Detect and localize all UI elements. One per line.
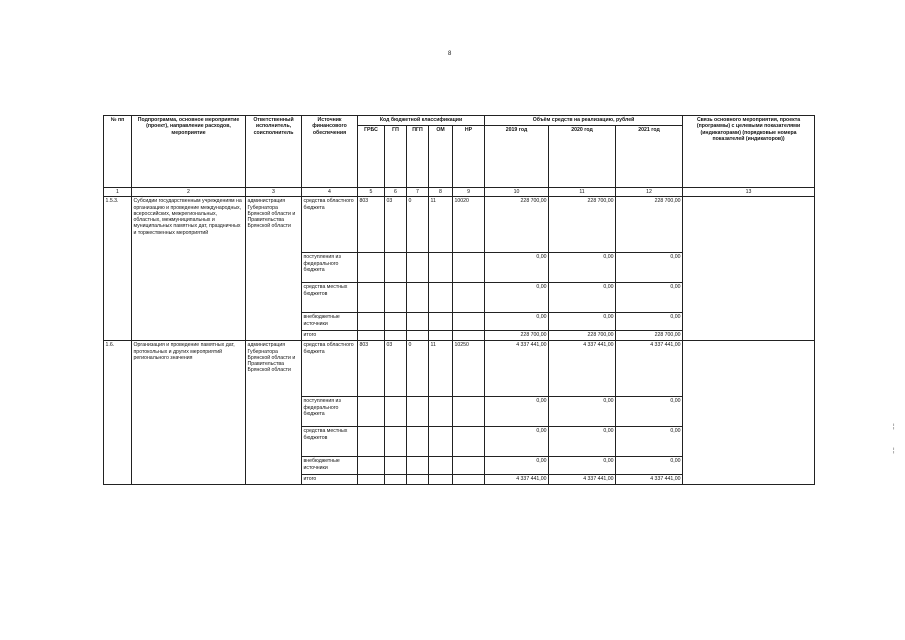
code-pgp	[407, 475, 429, 485]
code-nr: 10020	[453, 197, 485, 253]
code-gp	[385, 283, 407, 313]
col-number: 3	[246, 188, 302, 197]
amount-2021: 0,00	[616, 397, 683, 427]
col-number: 6	[385, 188, 407, 197]
amount-2020: 0,00	[549, 253, 616, 283]
header-year-2020: 2020 год	[549, 126, 616, 188]
code-nr	[453, 475, 485, 485]
code-pgp	[407, 427, 429, 457]
amount-2021: 0,00	[616, 253, 683, 283]
col-number: 1	[104, 188, 132, 197]
code-gp	[385, 475, 407, 485]
header-code-om: ОМ	[429, 126, 453, 188]
amount-2021: 4 337 441,00	[616, 341, 683, 397]
code-nr	[453, 457, 485, 475]
amount-2019: 0,00	[485, 397, 549, 427]
code-nr	[453, 397, 485, 427]
amount-2021: 0,00	[616, 283, 683, 313]
amount-2020: 228 700,00	[549, 331, 616, 341]
code-gp	[385, 331, 407, 341]
col-number: 5	[358, 188, 385, 197]
code-nr	[453, 253, 485, 283]
code-nr	[453, 331, 485, 341]
code-grbs	[358, 475, 385, 485]
table-row	[104, 341, 815, 397]
amount-2020: 0,00	[549, 283, 616, 313]
funding-source: поступления из федерального бюджета	[302, 253, 358, 283]
col-number: 7	[407, 188, 429, 197]
funding-source: внебюджетные источники	[302, 313, 358, 331]
amount-2019: 0,00	[485, 457, 549, 475]
code-om	[429, 427, 453, 457]
entry-responsible: администрация Губернатора Брянской области и Правительства Брянской области	[246, 341, 302, 485]
amount-2020: 4 337 441,00	[549, 341, 616, 397]
header-code-pgp: ПГП	[407, 126, 429, 188]
code-pgp	[407, 283, 429, 313]
code-om	[429, 475, 453, 485]
code-om	[429, 397, 453, 427]
funding-source: итого	[302, 331, 358, 341]
header-subprogram: Подпрограмма, основное мероприятие (проект), направление расходов, мероприятие	[132, 116, 246, 188]
code-om: 11	[429, 197, 453, 253]
amount-2020: 0,00	[549, 457, 616, 475]
code-nr	[453, 427, 485, 457]
header-sources: Источник финансового обеспечения	[302, 116, 358, 188]
amount-2019: 0,00	[485, 313, 549, 331]
header-volume: Объём средств на реализацию, рублей	[485, 116, 683, 126]
funding-source: средства областного бюджета	[302, 341, 358, 397]
header-code-nr: НР	[453, 126, 485, 188]
header-year-2021: 2021 год	[616, 126, 683, 188]
code-pgp	[407, 313, 429, 331]
amount-2019: 0,00	[485, 253, 549, 283]
funding-source: средства местных бюджетов	[302, 283, 358, 313]
funding-source: средства местных бюджетов	[302, 427, 358, 457]
code-om	[429, 283, 453, 313]
entry-number: 1.6.	[104, 341, 132, 485]
amount-2020: 0,00	[549, 427, 616, 457]
margin-mark: ¦	[893, 424, 895, 430]
code-nr: 10250	[453, 341, 485, 397]
funding-source: поступления из федерального бюджета	[302, 397, 358, 427]
col-number: 4	[302, 188, 358, 197]
header-year-2019: 2019 год	[485, 126, 549, 188]
col-number: 11	[549, 188, 616, 197]
amount-2019: 0,00	[485, 283, 549, 313]
code-grbs	[358, 457, 385, 475]
amount-2020: 228 700,00	[549, 197, 616, 253]
entry-number: 1.5.3.	[104, 197, 132, 341]
code-gp: 03	[385, 197, 407, 253]
entry-responsible: администрация Губернатора Брянской области и Правительства Брянской области	[246, 197, 302, 341]
amount-2020: 0,00	[549, 313, 616, 331]
entry-name: Организация и проведение памятных дат, протокольных и других мероприятий регионального значения	[132, 341, 246, 485]
code-pgp: 0	[407, 341, 429, 397]
col-number: 10	[485, 188, 549, 197]
amount-2021: 4 337 441,00	[616, 475, 683, 485]
code-om	[429, 313, 453, 331]
code-nr	[453, 313, 485, 331]
amount-2021: 228 700,00	[616, 331, 683, 341]
code-gp	[385, 313, 407, 331]
code-om	[429, 457, 453, 475]
code-gp: 03	[385, 341, 407, 397]
code-gp	[385, 427, 407, 457]
code-grbs	[358, 331, 385, 341]
funding-source: итого	[302, 475, 358, 485]
col-number: 2	[132, 188, 246, 197]
code-grbs	[358, 313, 385, 331]
amount-2020: 0,00	[549, 397, 616, 427]
funding-source: внебюджетные источники	[302, 457, 358, 475]
amount-2019: 228 700,00	[485, 197, 549, 253]
col-number: 12	[616, 188, 683, 197]
col-number: 9	[453, 188, 485, 197]
code-pgp	[407, 397, 429, 427]
code-grbs	[358, 253, 385, 283]
amount-2021: 0,00	[616, 457, 683, 475]
amount-2021: 228 700,00	[616, 197, 683, 253]
col-number: 13	[683, 188, 815, 197]
code-pgp	[407, 253, 429, 283]
header-link: Связь основного мероприятия, проекта (программы) с целевыми показателями (индикаторами) (порядковые номера показателей (индикаторов))	[683, 116, 815, 188]
entries-body	[104, 197, 815, 485]
code-gp	[385, 253, 407, 283]
code-gp	[385, 457, 407, 475]
header-no: № пп	[104, 116, 132, 188]
amount-2019: 0,00	[485, 427, 549, 457]
code-grbs	[358, 427, 385, 457]
margin-mark: ¦	[893, 448, 895, 454]
page-number: 8	[448, 51, 452, 57]
indicator-link	[683, 197, 815, 341]
code-om	[429, 253, 453, 283]
header-code-grbs: ГРБС	[358, 126, 385, 188]
code-gp	[385, 397, 407, 427]
col-number: 8	[429, 188, 453, 197]
code-grbs	[358, 283, 385, 313]
code-pgp	[407, 331, 429, 341]
code-pgp	[407, 457, 429, 475]
code-nr	[453, 283, 485, 313]
amount-2021: 0,00	[616, 427, 683, 457]
code-om: 11	[429, 341, 453, 397]
header-responsible: Ответственный исполнитель, соисполнитель	[246, 116, 302, 188]
budget-table	[103, 115, 815, 485]
amount-2019: 4 337 441,00	[485, 341, 549, 397]
code-om	[429, 331, 453, 341]
entry-name: Субсидии государственным учреждениям на организацию и проведение международных, всероссийских, межрегиональных, областных, межмуниципальных и муниципальных памятных дат, праздничных и торжественных мероприятий	[132, 197, 246, 341]
amount-2019: 228 700,00	[485, 331, 549, 341]
amount-2019: 4 337 441,00	[485, 475, 549, 485]
amount-2021: 0,00	[616, 313, 683, 331]
header-budget-code: Код бюджетной классификации	[358, 116, 485, 126]
code-grbs: 803	[358, 341, 385, 397]
code-grbs: 803	[358, 197, 385, 253]
code-pgp: 0	[407, 197, 429, 253]
header-code-gp: ГП	[385, 126, 407, 188]
funding-source: средства областного бюджета	[302, 197, 358, 253]
code-grbs	[358, 397, 385, 427]
table-row	[104, 197, 815, 253]
indicator-link	[683, 341, 815, 485]
amount-2020: 4 337 441,00	[549, 475, 616, 485]
